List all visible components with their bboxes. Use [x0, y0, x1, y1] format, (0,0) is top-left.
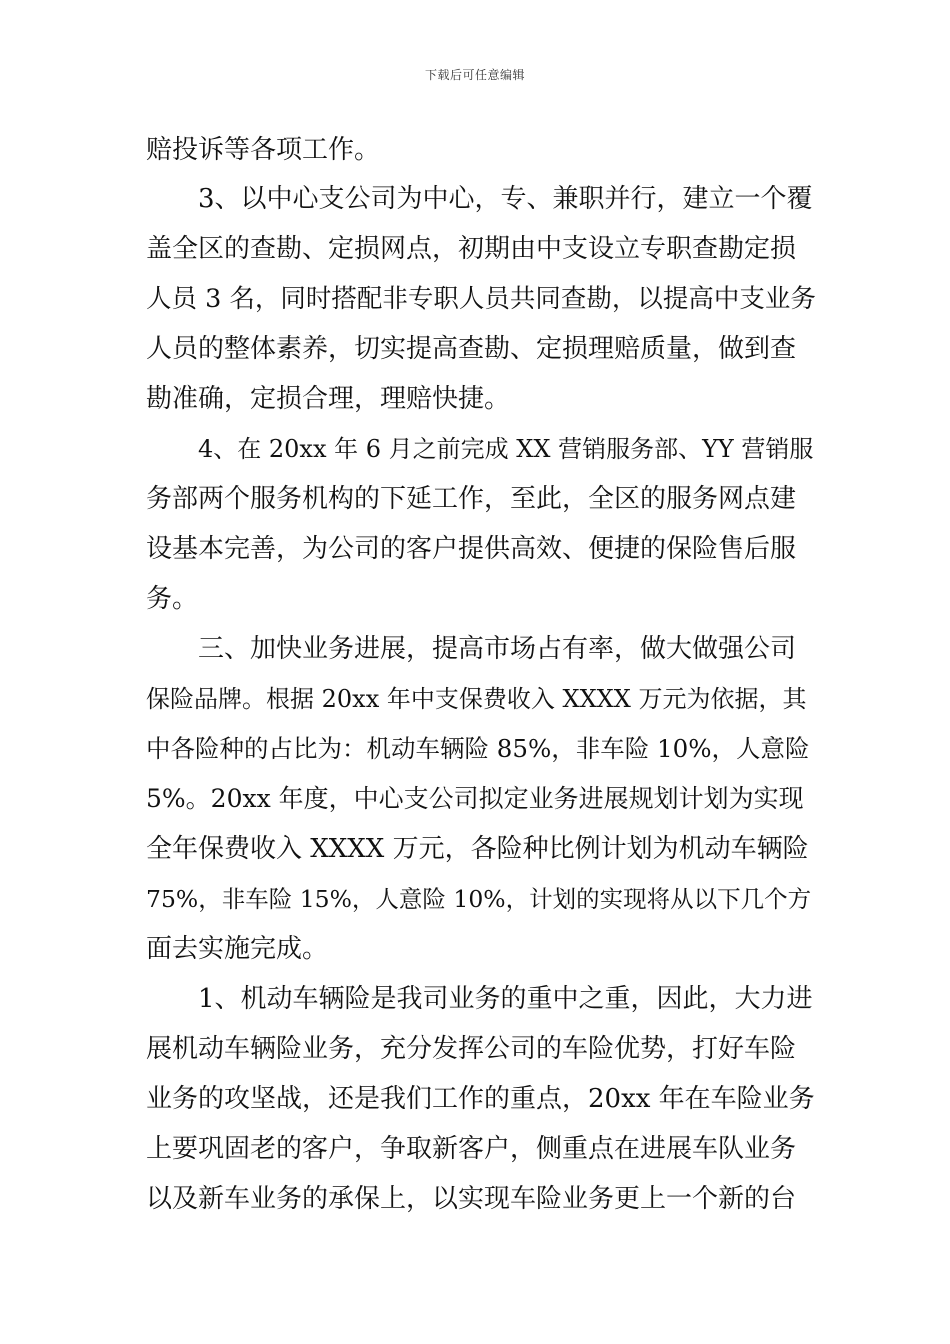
text-line: 赔投诉等各项工作。: [146, 135, 381, 165]
text-line: 三、加快业务进展，提高市场占有率，做大做强公司: [198, 634, 797, 664]
text-line: 75%，非车险 15%，人意险 10%，计划的实现将从以下几个方: [146, 885, 812, 913]
text-line: 上要巩固老的客户，争取新客户，侧重点在进展车队业务: [146, 1134, 797, 1164]
text-line: 展机动车辆险业务，充分发挥公司的车险优势，打好车险: [146, 1034, 797, 1064]
text-line: 5%。20xx 年度，中心支公司拟定业务进展规划计划为实现: [146, 784, 804, 813]
page-header: 下载后可任意编辑: [424, 68, 525, 82]
text-line: 人员 3 名，同时搭配非专职人员共同查勘，以提高中支业务: [146, 284, 816, 314]
text-line: 以及新车业务的承保上，以实现车险业务更上一个新的台: [146, 1184, 797, 1214]
text-line: 全年保费收入 XXXX 万元，各险种比例计划为机动车辆险: [146, 834, 809, 864]
text-line: 中各险种的占比为：机动车辆险 85%，非车险 10%，人意险: [146, 734, 810, 763]
text-line: 1、机动车辆险是我司业务的重中之重，因此，大力进: [198, 984, 813, 1014]
text-line: 面去实施完成。: [146, 934, 329, 964]
text-line: 3、以中心支公司为中心，专、兼职并行，建立一个覆: [198, 184, 813, 214]
text-line: 盖全区的查勘、定损网点，初期由中支设立专职查勘定损: [146, 234, 797, 264]
text-line: 业务的攻坚战，还是我们工作的重点，20xx 年在车险业务: [146, 1084, 815, 1114]
text-line: 勘准确，定损合理，理赔快捷。: [146, 384, 511, 414]
text-line: 务部两个服务机构的下延工作，至此，全区的服务网点建: [146, 484, 797, 514]
text-line: 保险品牌。根据 20xx 年中支保费收入 XXXX 万元为依据，其: [146, 685, 807, 713]
text-line: 设基本完善，为公司的客户提供高效、便捷的保险售后服: [146, 534, 797, 564]
text-line: 4、在 20xx 年 6 月之前完成 XX 营销服务部、YY 营销服: [198, 435, 814, 463]
text-line: 人员的整体素养，切实提高查勘、定损理赔质量，做到查: [146, 334, 797, 364]
text-line: 务。: [146, 584, 199, 614]
